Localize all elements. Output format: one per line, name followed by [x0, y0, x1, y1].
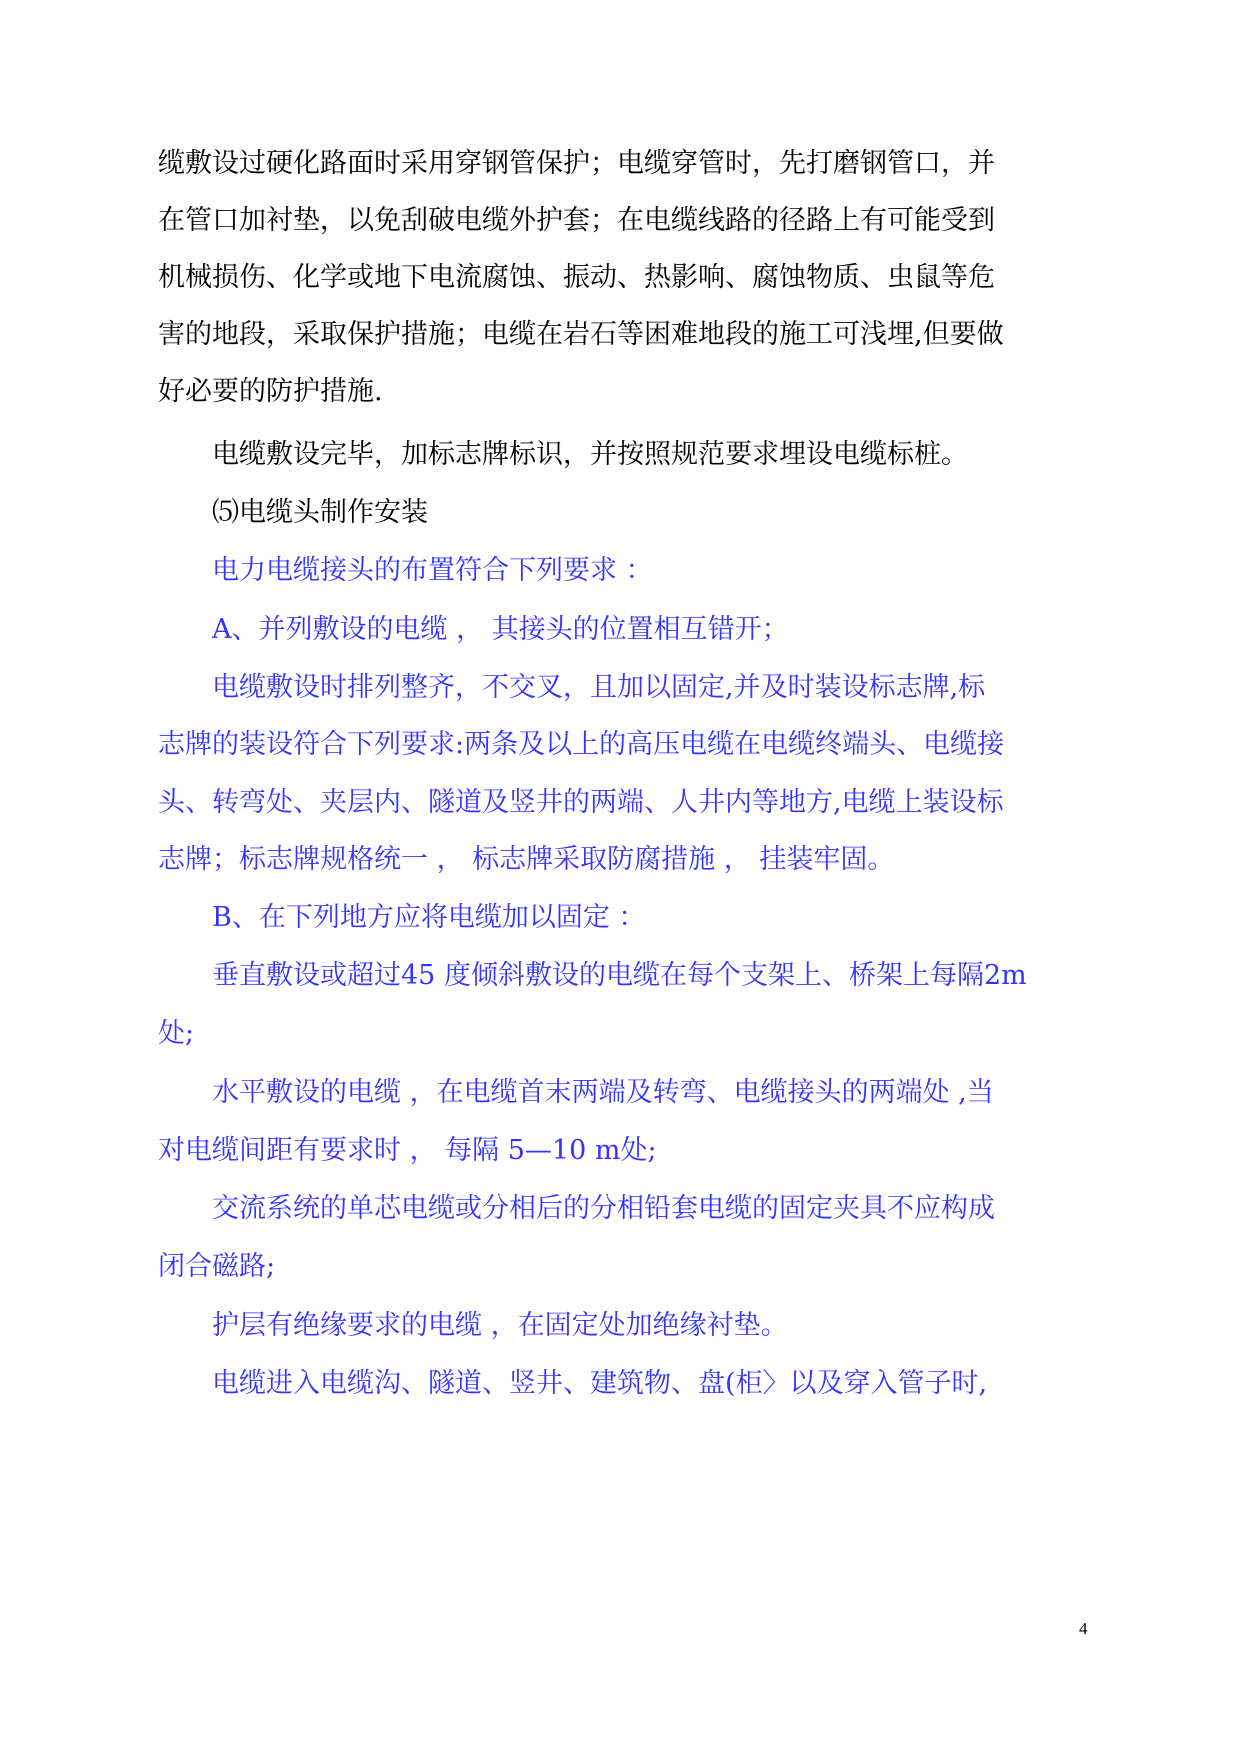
text-line: 电缆进入电缆沟、隧道、竖井、建筑物、盘(柜〉以及穿入管子时,: [212, 1368, 988, 1399]
text-line: 电缆敷设时排列整齐，不交叉，且加以固定,并及时装设标志牌,标: [212, 672, 986, 703]
text-line: 垂直敷设或超过45 度倾斜敷设的电缆在每个支架上、桥架上每隔2m: [212, 960, 1027, 991]
section-heading: ⑸电缆头制作安装: [212, 497, 428, 528]
text-line: 害的地段，采取保护措施；电缆在岩石等困难地段的施工可浅埋,但要做: [158, 319, 1004, 350]
text-line: 电缆敷设完毕，加标志牌标识，并按照规范要求埋设电缆标桩。: [212, 439, 968, 470]
text-line: 处;: [158, 1018, 195, 1049]
text-line: 好必要的防护措施.: [158, 376, 383, 407]
text-line: A、并列敷设的电缆 ， 其接头的位置相互错开；: [212, 614, 789, 645]
text-line: 志牌的装设符合下列要求:两条及以上的高压电缆在电缆终端头、电缆接: [158, 729, 1005, 760]
text-line: 志牌；标志牌规格统一 ， 标志牌采取防腐措施 ， 挂装牢固。: [158, 844, 895, 875]
text-line: 闭合磁路;: [158, 1251, 276, 1282]
text-line: 交流系统的单芯电缆或分相后的分相铅套电缆的固定夹具不应构成: [212, 1193, 995, 1224]
text-line: B、在下列地方应将电缆加以固定 ：: [212, 902, 646, 933]
text-line: 在管口加衬垫，以免刮破电缆外护套；在电缆线路的径路上有可能受到: [158, 205, 995, 236]
text-line: 电力电缆接头的布置符合下列要求 ：: [212, 555, 653, 586]
text-line: 机械损伤、化学或地下电流腐蚀、振动、热影响、腐蚀物质、虫鼠等危: [158, 262, 995, 293]
page-number: 4: [1079, 1619, 1088, 1638]
text-line: 缆敷设过硬化路面时采用穿钢管保护；电缆穿管时，先打磨钢管口，并: [158, 148, 995, 179]
text-line: 水平敷设的电缆 ，在电缆首末两端及转弯、电缆接头的两端处 ,当: [212, 1077, 994, 1108]
text-line: 对电缆间距有要求时 ， 每隔 5—10 m处;: [158, 1135, 657, 1166]
text-line: 护层有绝缘要求的电缆 ，在固定处加绝缘衬垫。: [212, 1310, 788, 1341]
text-line: 头、转弯处、夹层内、隧道及竖井的两端、人井内等地方,电缆上装设标: [158, 787, 1004, 818]
